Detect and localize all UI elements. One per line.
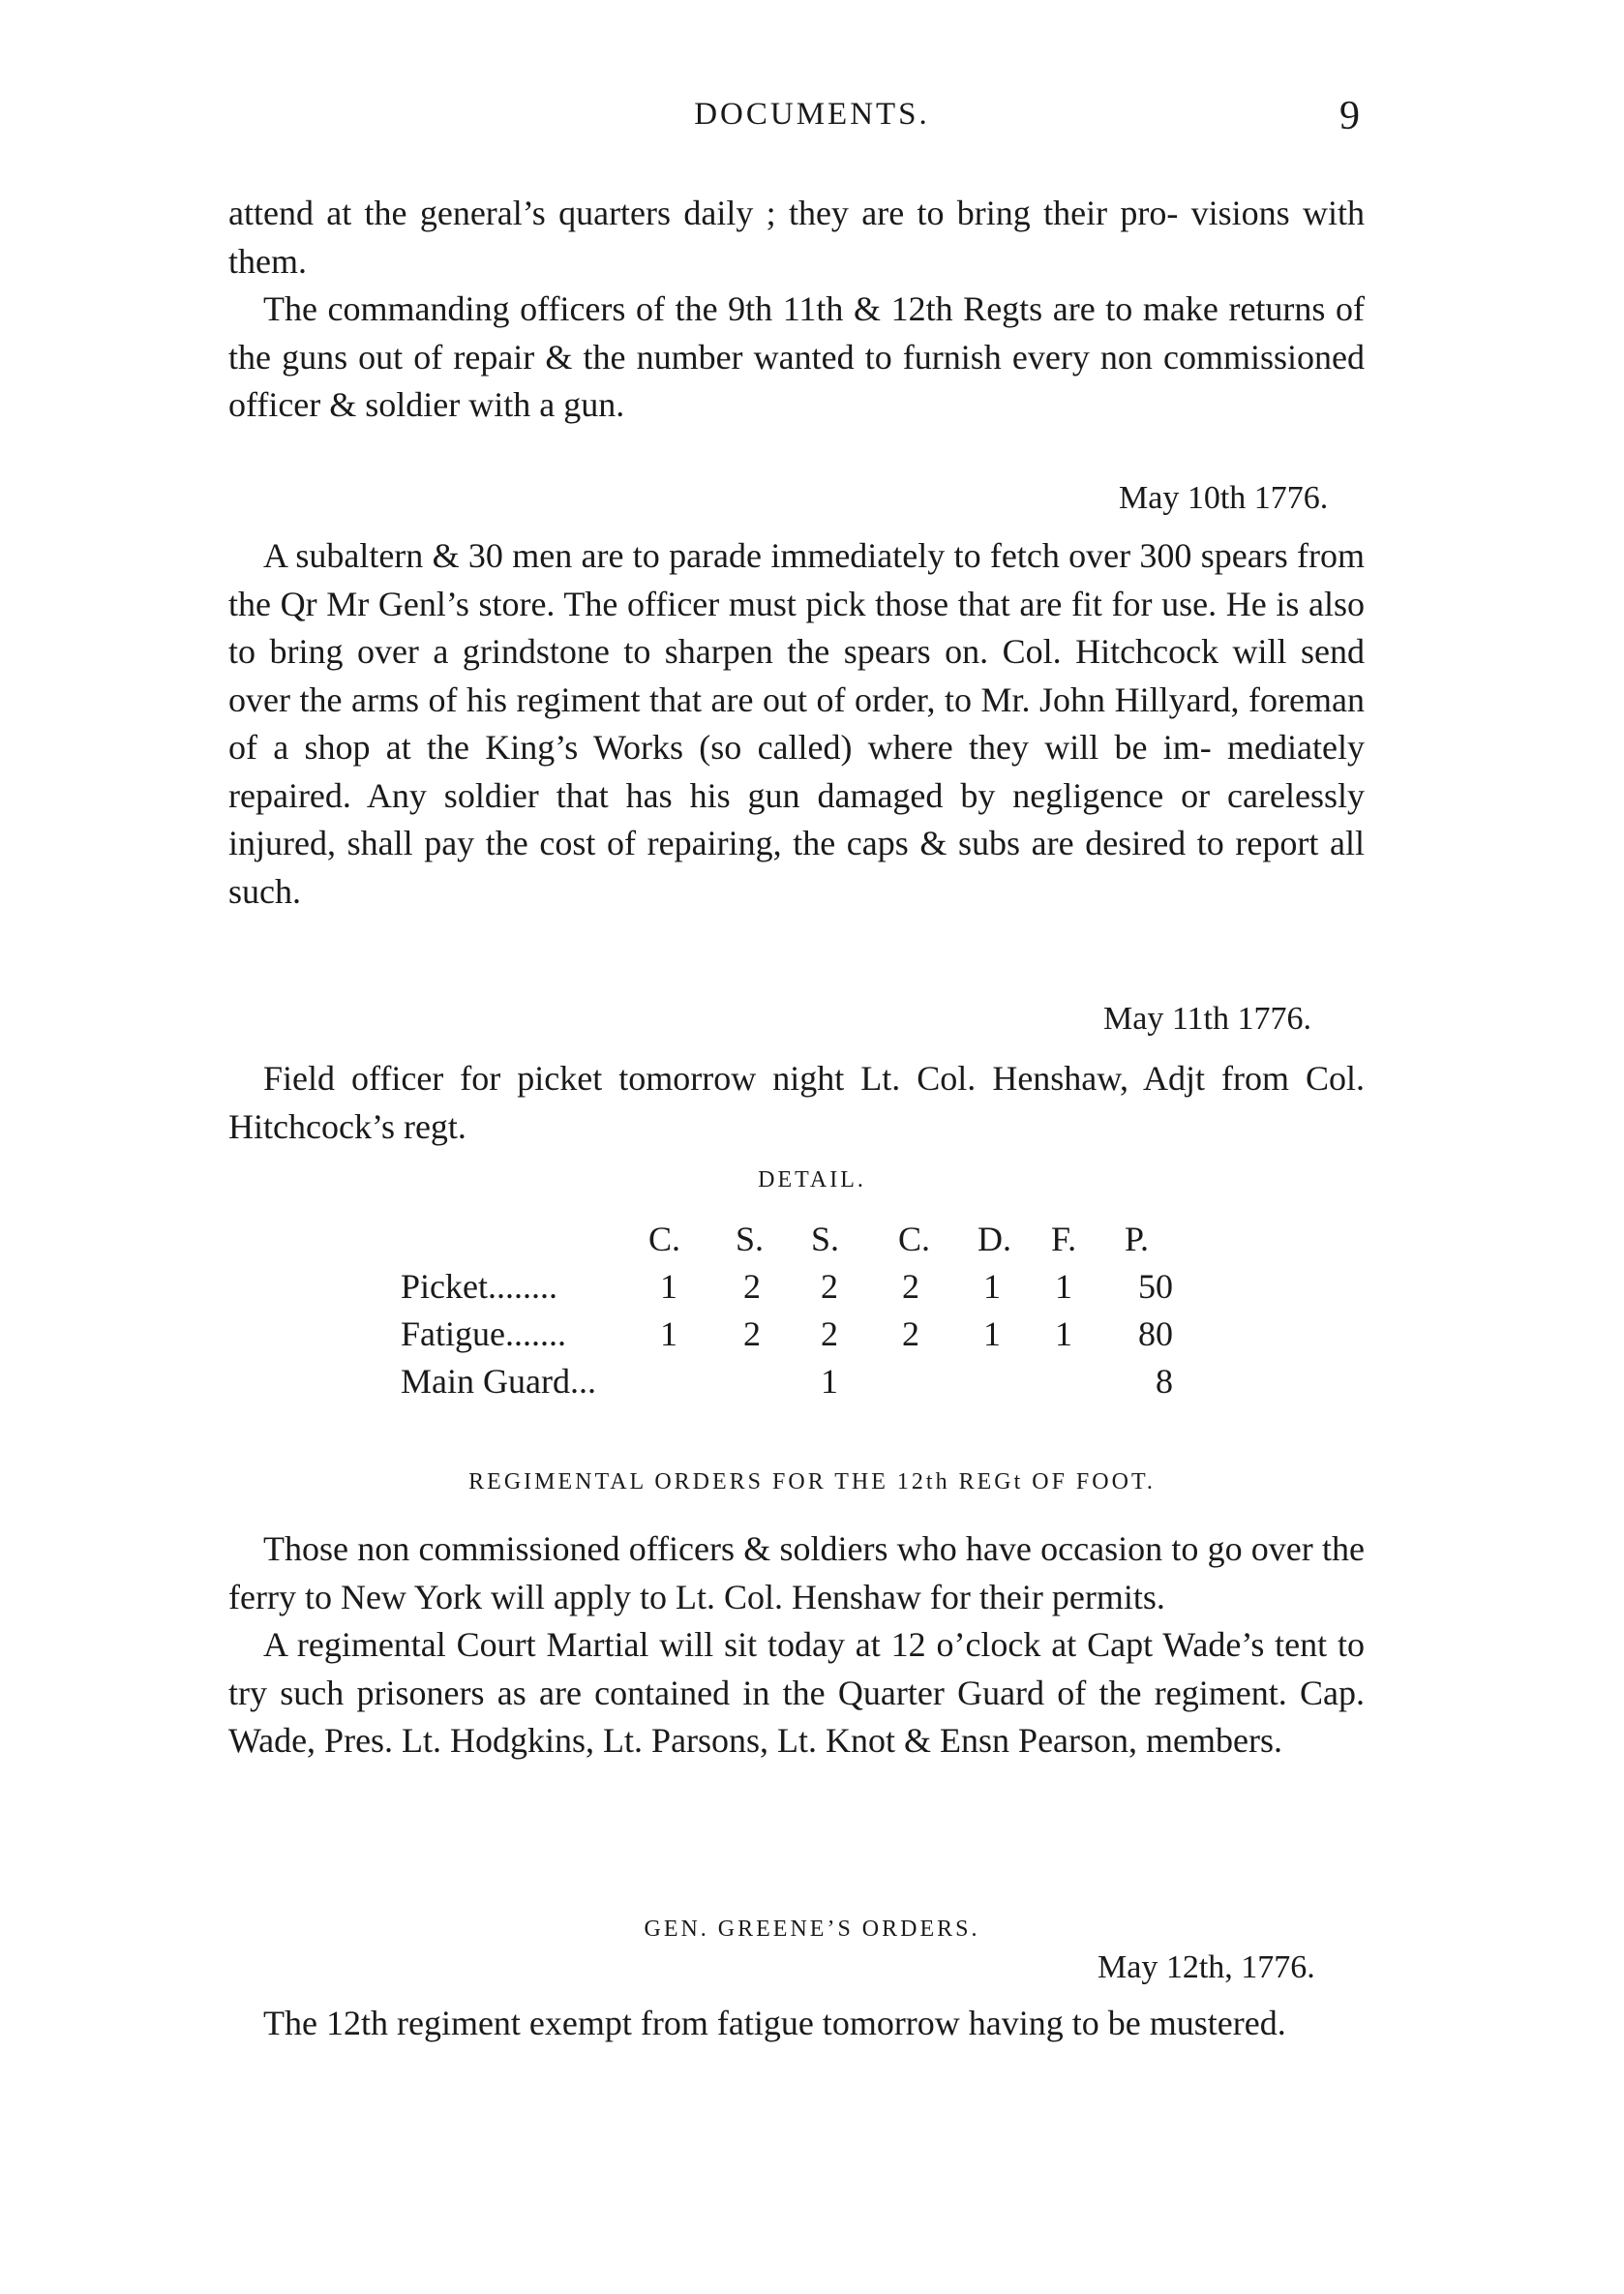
row-value: 1 [660,1314,677,1353]
column-header: D. [977,1220,1011,1258]
row-value: 1 [821,1362,838,1401]
row-value: 1 [1055,1267,1072,1306]
row-value: 80 [1138,1314,1173,1353]
paragraph-commanding-officers: The commanding officers of the 9th 11th & 12th Regts are to make returns of the guns out of repair & the number wanted to furnish every non commissioned officer & soldier with a gun. [228,289,1365,424]
paragraph-continuation: attend at the general’s quarters daily ; they are to bring their pro- visions with them. [228,194,1365,281]
dateline-may-10: May 10th 1776. [1119,480,1329,516]
paragraph-ferry-permits: Those non commissioned officers & soldiers who have occasion to go over the ferry to New York will apply to Lt. Col. Henshaw for their permits. [228,1529,1365,1616]
column-header: F. [1051,1220,1077,1258]
row-value: 50 [1138,1267,1173,1306]
regimental-text-block [228,1525,1365,1766]
top-text-block [228,190,1365,430]
paragraph-field-officer: Field officer for picket tomorrow night Lt. Col. Henshaw, Adjt from Col. Hitchcock’s regt. [228,1059,1365,1146]
detail-heading: DETAIL. [758,1167,866,1192]
row-label: Fatigue....... [401,1314,566,1353]
paragraph-court-martial: A regimental Court Martial will sit today at 12 o’clock at Capt Wade’s tent to try such prisoners as are contained in the Quarter Guard of the regiment. Cap. Wade, Pres. Lt. Hodgkins, Lt. Parsons, Lt. Knot & Ensn Pearson, members. [228,1625,1365,1760]
row-value: 1 [1055,1314,1072,1353]
dateline-may-11: May 11th 1776. [1103,1001,1312,1037]
column-header: C. [648,1220,681,1258]
row-value: 2 [902,1267,919,1306]
may-10-text-block [228,532,1365,916]
row-value: 2 [902,1314,919,1353]
page-number: 9 [1339,94,1360,138]
row-value: 1 [660,1267,677,1306]
may-11-text-block [228,1055,1365,1151]
row-value: 1 [983,1267,1001,1306]
row-value: 1 [983,1314,1001,1353]
row-value: 2 [743,1267,761,1306]
column-header: S. [811,1220,840,1258]
running-header: DOCUMENTS. [694,97,930,132]
row-value: 2 [821,1314,838,1353]
column-header: C. [898,1220,931,1258]
column-header: S. [736,1220,765,1258]
regimental-orders-heading: REGIMENTAL ORDERS FOR THE 12th REGt OF FOOT. [468,1469,1156,1494]
paragraph-muster: The 12th regiment exempt from fatigue tomorrow having to be mustered. [263,2004,1286,2042]
row-value: 2 [743,1314,761,1353]
row-value: 8 [1156,1362,1173,1401]
greene-orders-heading: GEN. GREENE’S ORDERS. [644,1917,980,1942]
paragraph-spears: A subaltern & 30 men are to parade immediately to fetch over 300 spears from the Qr Mr Genl’s store. The officer must pick those that are fit for use. He is also to bring over a grindstone to sharpen the spears on. Col. Hitchcock will send over the arms of his regiment that are out of order, to Mr. John Hillyard, foreman of a shop at the King’s Works (so called) where they will be im- mediately repaired. Any soldier that has his gun damaged by negligence or carelessly injured, shall pay the cost of repairing, the caps & subs are desired to report all such. [228,536,1365,911]
row-label: Picket........ [401,1267,557,1306]
dateline-may-12: May 12th, 1776. [1098,1949,1315,1985]
row-label: Main Guard... [401,1362,596,1401]
may-12-text-block [228,2000,1365,2048]
column-header: P. [1125,1220,1150,1258]
row-value: 2 [821,1267,838,1306]
